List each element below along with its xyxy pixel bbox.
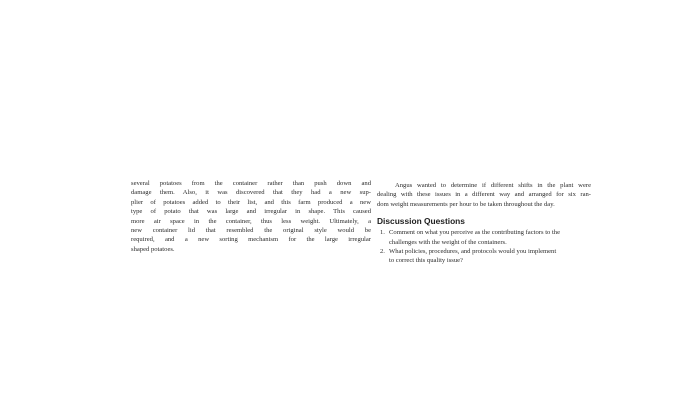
body-line: type of potato that was large and irregular in shape. This caused xyxy=(131,208,371,216)
body-line: required, and a new sorting mechanism for the large irregular xyxy=(131,236,371,244)
section-heading: Discussion Questions xyxy=(377,216,465,227)
body-line: damage them. Also, it was discovered that they had a new sup- xyxy=(131,189,371,197)
question-text-line: to correct this quality issue? xyxy=(389,257,463,265)
body-line: more air space in the container, thus less weight. Ultimately, a xyxy=(131,217,371,225)
intro-line: dom weight measurements per hour to be taken throughout the day. xyxy=(377,200,555,208)
intro-line: dealing with these issues in a different way and arranged for six ran- xyxy=(377,191,591,199)
question-text-line: challenges with the weight of the containers. xyxy=(389,238,507,246)
question-text-line: What policies, procedures, and protocols would you implement xyxy=(389,248,557,256)
question-text-line: Comment on what you perceive as the contributing factors to the xyxy=(389,229,561,237)
discussion-question xyxy=(377,228,591,247)
body-line: plier of potatoes added to their list, and this farm produced a new xyxy=(131,198,371,206)
intro-line: Angus wanted to determine if different shifts in the plant were xyxy=(395,182,591,189)
question-number: 1. xyxy=(380,229,385,237)
left-column-text xyxy=(131,179,371,254)
body-line: new container lid that resembled the original style would be xyxy=(131,227,371,235)
right-column-text xyxy=(377,181,591,266)
body-line: shaped potatoes. xyxy=(131,245,175,253)
question-number: 2. xyxy=(380,248,385,256)
body-line: several potatoes from the container rather than push down and xyxy=(131,180,371,187)
discussion-question xyxy=(377,247,591,266)
